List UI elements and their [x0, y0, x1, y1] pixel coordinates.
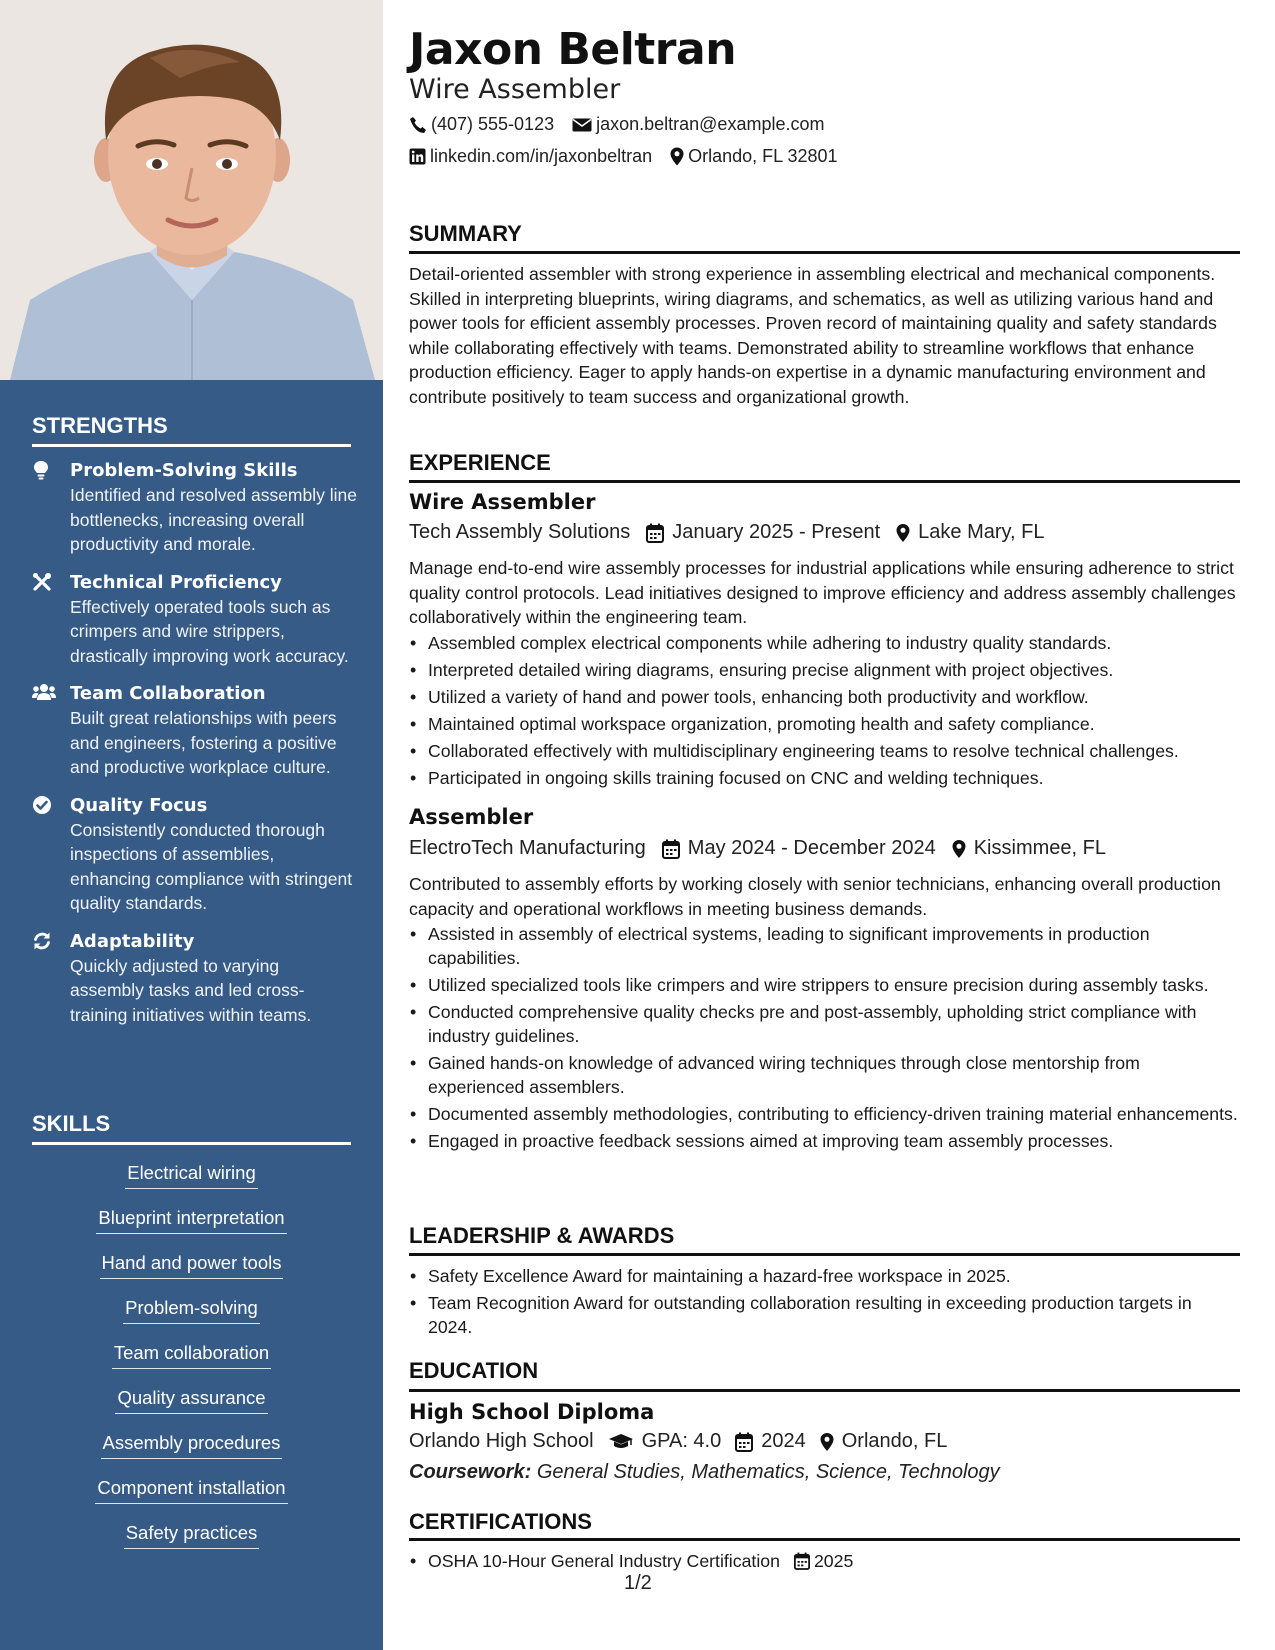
linkedin-icon: [409, 148, 426, 165]
list-item: • Conducted comprehensive quality checks pre and post-assembly, upholding strict compliance with industry guidelines.: [409, 1000, 1240, 1048]
leadership-divider: [409, 1253, 1240, 1256]
job-dates: January 2025 - Present: [672, 521, 881, 543]
candidate-role: Wire Assembler: [409, 74, 621, 105]
list-item: • Utilized a variety of hand and power tools, enhancing both productivity and workflow.: [409, 685, 1240, 709]
education-divider: [409, 1389, 1240, 1392]
strength-description: Identified and resolved assembly line bottlenecks, increasing overall productivity and morale.: [70, 485, 357, 554]
certification-year: 2025: [813, 1551, 854, 1571]
job-meta: [409, 837, 1122, 860]
skill-item: Team collaboration: [112, 1340, 271, 1369]
list-item: • Maintained optimal workspace organization, promoting health and safety compliance.: [409, 712, 1240, 736]
sync-icon: [32, 931, 52, 951]
graduation-cap-icon: [608, 1433, 634, 1451]
list-item: • Assisted in assembly of electrical systems, leading to significant improvements in production capabilities.: [409, 922, 1240, 970]
strength-description: Quickly adjusted to varying assembly tasks and led cross-training initiatives within teams.: [70, 955, 312, 1025]
strength-description: Consistently conducted thorough inspections of assemblies, enhancing compliance with stringent quality standards.: [70, 819, 353, 913]
location-text: Orlando, FL 32801: [688, 146, 838, 166]
strength-item: [32, 793, 357, 916]
contact-row: [409, 114, 842, 135]
coursework-label: Coursework:: [409, 1461, 532, 1483]
experience-title: EXPERIENCE: [409, 450, 551, 475]
calendar-icon: [794, 1552, 810, 1570]
skill-item: Assembly procedures: [101, 1430, 283, 1459]
calendar-icon: [662, 839, 680, 859]
list-item: • Interpreted detailed wiring diagrams, ensuring precise alignment with project objectives.: [409, 658, 1240, 682]
skills-divider: [32, 1142, 351, 1145]
education-school: Orlando High School: [409, 1430, 594, 1452]
education-gpa: GPA: 4.0: [641, 1430, 722, 1452]
strength-title: Team Collaboration: [70, 683, 266, 704]
list-item: • Collaborated effectively with multidisciplinary engineering teams to resolve technical challenges.: [409, 739, 1240, 763]
coursework-text: General Studies, Mathematics, Science, Technology: [536, 1461, 1000, 1483]
envelope-icon: [572, 117, 592, 133]
page-number: 1/2: [624, 1572, 652, 1594]
calendar-icon: [735, 1432, 753, 1452]
job-company: ElectroTech Manufacturing: [409, 837, 646, 859]
profile-photo: [0, 0, 383, 380]
sidebar: [0, 0, 383, 1650]
strength-description: Built great relationships with peers and engineers, fostering a positive and productive workplace culture.: [70, 708, 337, 777]
list-item: • Gained hands-on knowledge of advanced wiring techniques through close mentorship from experienced assemblers.: [409, 1051, 1240, 1099]
job-title: Assembler: [409, 805, 534, 829]
job-bullets: [409, 631, 1240, 793]
phone-text[interactable]: (407) 555-0123: [431, 114, 555, 134]
strengths-title: STRENGTHS: [32, 413, 168, 438]
skill-item: Safety practices: [124, 1520, 260, 1549]
strengths-list: [32, 458, 357, 1040]
summary-title: SUMMARY: [409, 221, 522, 246]
list-item: • Participated in ongoing skills training focused on CNC and welding techniques.: [409, 766, 1240, 790]
skills-list: [32, 1160, 351, 1565]
skill-item: Electrical wiring: [125, 1160, 258, 1189]
strength-item: [32, 929, 357, 1028]
strength-item: [32, 570, 357, 669]
calendar-icon: [646, 523, 664, 543]
skill-item: Problem-solving: [123, 1295, 260, 1324]
tools-icon: [32, 572, 52, 592]
skill-item: Hand and power tools: [100, 1250, 284, 1279]
map-pin-icon: [896, 523, 910, 543]
linkedin-text[interactable]: linkedin.com/in/jaxonbeltran: [430, 146, 653, 166]
profile-photo-illustration: [0, 0, 383, 380]
summary-text: Detail-oriented assembler with strong experience in assembling electrical and mechanical components. Skilled in interpreting blueprints, wiring diagrams, and schematics, as well as utilizing various hand and power tools for efficient assembly processes. Proven record of maintaining quality and safety standards while collaborating effectively with teams. Demonstrated ability to streamline workflows that enhance production efficiency. Eager to apply hands-on expertise in a dynamic manufacturing environment and contribute positively to team success and organizational growth.: [409, 264, 1217, 407]
job-meta: [409, 521, 1060, 544]
education-location: Orlando, FL: [841, 1430, 948, 1452]
map-pin-icon: [952, 839, 966, 859]
list-item: [409, 1549, 1240, 1573]
strengths-divider: [32, 444, 351, 447]
education-degree: High School Diploma: [409, 1400, 655, 1424]
list-item: • Documented assembly methodologies, contributing to efficiency-driven training material enhancements.: [409, 1102, 1240, 1126]
list-item: • Engaged in proactive feedback sessions aimed at improving team assembly processes.: [409, 1129, 1240, 1153]
job-bullets: [409, 922, 1240, 1156]
check-circle-icon: [32, 795, 52, 815]
job-description: Manage end-to-end wire assembly processes for industrial applications while ensuring adherence to strict quality control protocols. Lead initiatives designed to improve efficiency and address assembly challenges collaboratively within the engineering team.: [409, 558, 1236, 627]
candidate-name: Jaxon Beltran: [409, 24, 737, 75]
job-dates: May 2024 - December 2024: [687, 837, 936, 859]
skill-item: Component installation: [95, 1475, 287, 1504]
leadership-list: [409, 1264, 1240, 1342]
education-title: EDUCATION: [409, 1358, 539, 1383]
certifications-title: CERTIFICATIONS: [409, 1509, 592, 1534]
list-item: • Safety Excellence Award for maintaining a hazard-free workspace in 2025.: [409, 1264, 1240, 1288]
certifications-divider: [409, 1538, 1240, 1541]
strength-item: [32, 681, 357, 780]
skill-item: Blueprint interpretation: [96, 1205, 286, 1234]
leadership-title: LEADERSHIP & AWARDS: [409, 1223, 675, 1248]
experience-divider: [409, 480, 1240, 483]
job-location: Lake Mary, FL: [918, 521, 1045, 543]
job-company: Tech Assembly Solutions: [409, 521, 631, 543]
strength-title: Quality Focus: [70, 794, 208, 816]
phone-icon: [409, 116, 427, 134]
list-item: • Assembled complex electrical components while adhering to industry quality standards.: [409, 631, 1240, 655]
summary-divider: [409, 251, 1240, 254]
map-pin-icon: [820, 1432, 834, 1452]
strength-title: Problem-Solving Skills: [70, 460, 298, 481]
strength-item: [32, 458, 357, 557]
list-item: • Utilized specialized tools like crimpers and wire strippers to ensure precision during assembly tasks.: [409, 973, 1240, 997]
skill-item: Quality assurance: [115, 1385, 267, 1414]
job-description: Contributed to assembly efforts by working closely with senior technicians, enhancing overall production capacity and operational workflows in meeting business demands.: [409, 874, 1221, 919]
contact-row: [409, 146, 856, 167]
list-item: • Team Recognition Award for outstanding collaboration resulting in exceeding production targets in 2024.: [409, 1291, 1240, 1339]
map-pin-icon: [670, 147, 684, 166]
certification-name: • OSHA 10-Hour General Industry Certification: [428, 1551, 780, 1571]
email-text[interactable]: jaxon.beltran@example.com: [596, 114, 825, 134]
job-title: Wire Assembler: [409, 490, 596, 514]
certifications-list: [409, 1549, 1240, 1576]
skills-title: SKILLS: [32, 1111, 111, 1136]
strength-title: Adaptability: [70, 930, 195, 952]
strength-title: Technical Proficiency: [70, 571, 282, 593]
strength-description: Effectively operated tools such as crimpers and wire strippers, drastically improving work accuracy.: [70, 596, 349, 666]
education-year: 2024: [761, 1430, 806, 1452]
users-icon: [32, 683, 56, 701]
job-location: Kissimmee, FL: [973, 837, 1106, 859]
coursework: [409, 1461, 1000, 1484]
lightbulb-icon: [32, 460, 50, 480]
education-meta: [409, 1430, 961, 1453]
